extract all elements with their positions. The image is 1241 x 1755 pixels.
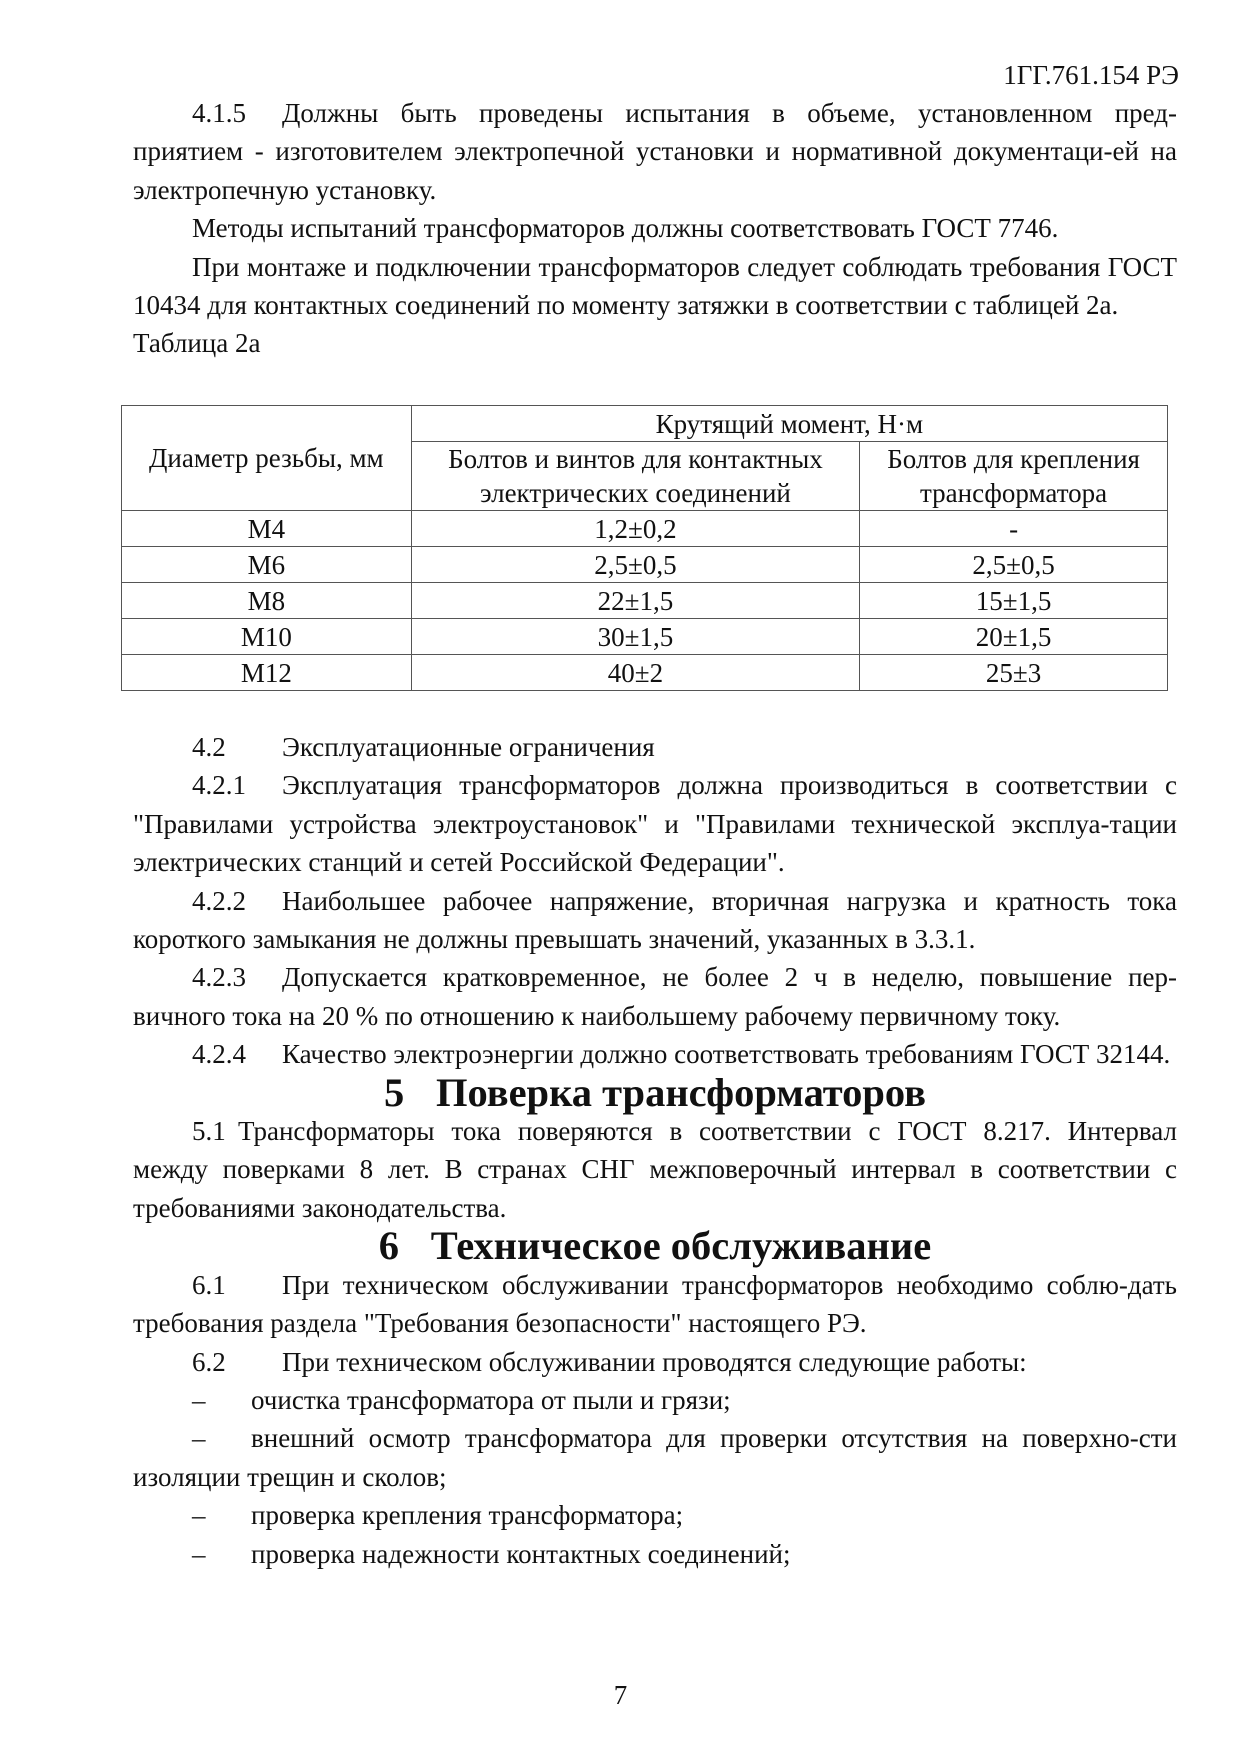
section-5-heading	[133, 1069, 1177, 1115]
table-row	[122, 547, 1168, 583]
paragraph-4-2-4	[133, 1035, 1177, 1073]
document-code: 1ГГ.761.154 РЭ	[1003, 60, 1179, 90]
cell-contact: 22±1,5	[411, 583, 860, 619]
list-item-text: внешний осмотр трансформатора для проверки отсутствия на поверхно-сти изоляции трещин и сколов;	[133, 1423, 1177, 1492]
cell-mount: 15±1,5	[860, 583, 1168, 619]
clause-number: 6.2	[192, 1346, 226, 1377]
intro-block	[133, 94, 1177, 363]
paragraph-6-1	[133, 1266, 1177, 1343]
cell-thread: М8	[122, 583, 412, 619]
list-item-text: проверка крепления трансформатора;	[251, 1500, 684, 1531]
dash-bullet-icon: –	[192, 1384, 206, 1415]
column-header-contact: Болтов и винтов для контактных электрических соединений	[411, 442, 860, 511]
paragraph-4-2-2	[133, 882, 1177, 959]
paragraph-text: Эксплуатация трансформаторов должна производиться в соответствии с "Правилами устройства электроустановок" и "Правилами технической эксплуа-тации электрических станций и сетей Российской Федерации".	[133, 770, 1177, 878]
list-item	[133, 1496, 1177, 1534]
clause-number: 4.2.4	[192, 1039, 246, 1070]
main-block	[133, 728, 1177, 1573]
table-row	[122, 511, 1168, 547]
cell-thread: М4	[122, 511, 412, 547]
paragraph-text: Должны быть проведены испытания в объеме, установленном пред-	[282, 98, 1177, 128]
column-group-header-torque: Крутящий момент, Н·м	[411, 406, 1167, 442]
paragraph-6-2	[133, 1343, 1177, 1381]
cell-mount: 20±1,5	[860, 619, 1168, 655]
paragraph-5-1	[133, 1112, 1177, 1227]
paragraph-text: Наибольшее рабочее напряжение, вторичная нагрузка и кратность тока короткого замыкания не должны превышать значений, указанных в 3.3.1.	[133, 885, 1177, 955]
list-item	[133, 1381, 1177, 1419]
cell-contact: 2,5±0,5	[411, 547, 860, 583]
clause-number: 6.1	[192, 1269, 226, 1300]
list-item-text: проверка надежности контактных соединений;	[251, 1538, 791, 1569]
list-item	[133, 1419, 1177, 1496]
cell-thread: М6	[122, 547, 412, 583]
page-number: 7	[613, 1680, 628, 1710]
section-number: 5	[383, 1069, 405, 1115]
paragraph-text-cont: приятием - изготовителем электропечной установки и нормативной документаци-ей на электропечную установку.	[133, 136, 1177, 205]
paragraph-text: При техническом обслуживании проводятся следующие работы:	[282, 1346, 1027, 1377]
section-number: 6	[378, 1223, 400, 1269]
paragraph-text: Допускается кратковременное, не более 2 ч в неделю, повышение пер-вичного тока на 20 % по отношению к наибольшему рабочему первичному току.	[133, 962, 1177, 1031]
section-6-heading	[133, 1223, 1177, 1269]
paragraph-text: Качество электроэнергии должно соответствовать требованиям ГОСТ 32144.	[282, 1039, 1171, 1070]
cell-thread: М12	[122, 655, 412, 691]
cell-contact: 1,2±0,2	[411, 511, 860, 547]
table-row	[122, 583, 1168, 619]
cell-mount: 2,5±0,5	[860, 547, 1168, 583]
section-title: Эксплуатационные ограничения	[282, 732, 655, 762]
list-item	[133, 1535, 1177, 1573]
clause-number: 4.1.5	[192, 98, 246, 128]
dash-bullet-icon: –	[192, 1423, 206, 1454]
cell-contact: 30±1,5	[411, 619, 860, 655]
table-caption: Таблица 2а	[133, 328, 261, 359]
dash-bullet-icon: –	[192, 1538, 206, 1569]
clause-number: 4.2.1	[192, 770, 246, 801]
clause-number: 4.2.2	[192, 885, 246, 916]
clause-number: 4.2	[192, 732, 226, 762]
clause-number: 5.1	[192, 1116, 226, 1147]
section-title: Техническое обслуживание	[430, 1223, 932, 1269]
table-row	[122, 619, 1168, 655]
section-4-2-title	[133, 728, 1177, 766]
cell-thread: М10	[122, 619, 412, 655]
paragraph-mounting: При монтаже и подключении трансформаторов следует соблюдать требования ГОСТ 10434 для контактных соединений по моменту затяжки в соответствии с таблицей 2а.	[133, 251, 1177, 321]
section-title: Поверка трансформаторов	[435, 1069, 927, 1115]
paragraph-text: Трансформаторы тока поверяются в соответствии с ГОСТ 8.217. Интервал между поверками 8 лет. В странах СНГ межповерочный интервал в соответствии с требованиями законодательства.	[133, 1116, 1177, 1223]
cell-mount: 25±3	[860, 655, 1168, 691]
dash-bullet-icon: –	[192, 1500, 206, 1531]
column-header-mount: Болтов для крепления трансформатора	[860, 442, 1168, 511]
clause-number: 4.2.3	[192, 962, 246, 993]
table-header-row	[122, 406, 1168, 442]
paragraph-4-2-1	[133, 766, 1177, 881]
paragraph-text: При техническом обслуживании трансформаторов необходимо соблю-дать требования раздела "Требования безопасности" настоящего РЭ.	[133, 1269, 1177, 1339]
paragraph-4-2-3	[133, 958, 1177, 1035]
list-item-text: очистка трансформатора от пыли и грязи;	[251, 1384, 731, 1415]
cell-contact: 40±2	[411, 655, 860, 691]
column-header-thread: Диаметр резьбы, мм	[122, 406, 412, 511]
paragraph-4-1-5	[133, 94, 1177, 209]
cell-mount: -	[860, 511, 1168, 547]
paragraph-methods: Методы испытаний трансформаторов должны соответствовать ГОСТ 7746.	[192, 213, 1059, 244]
table-row	[122, 655, 1168, 691]
torque-table	[121, 405, 1168, 691]
